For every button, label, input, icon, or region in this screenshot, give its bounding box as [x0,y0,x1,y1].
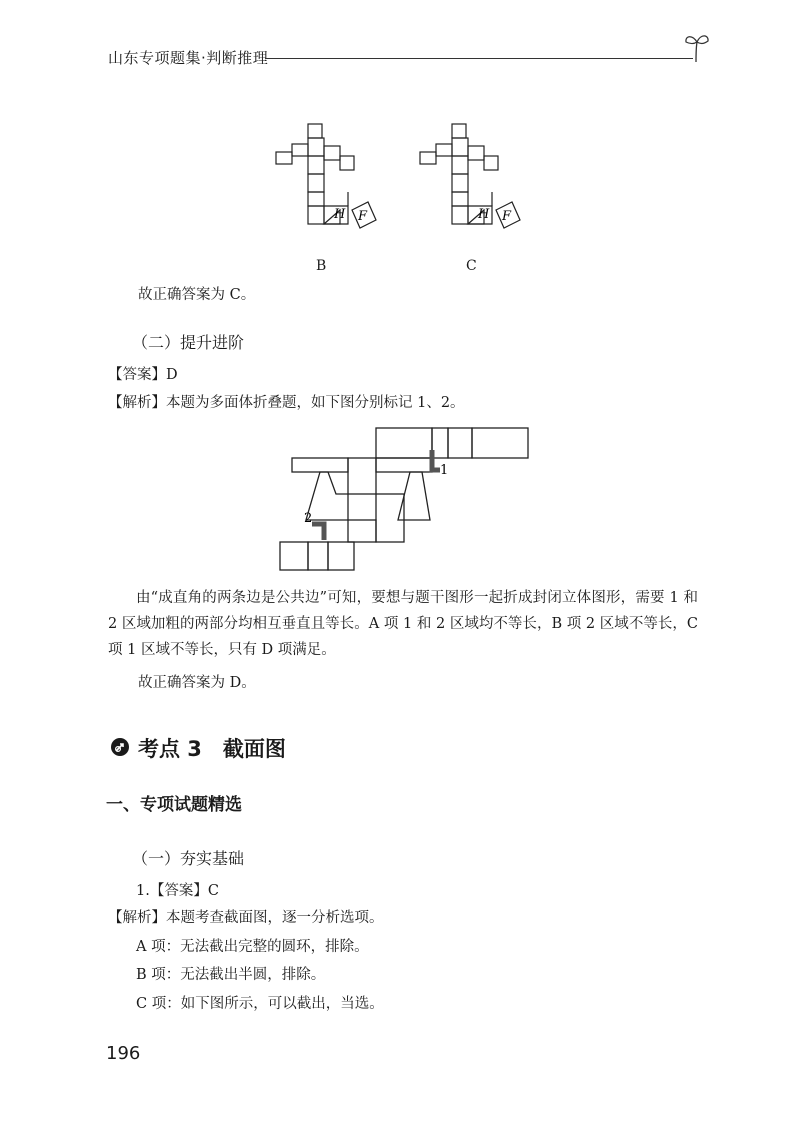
letter-h-b: H [334,207,346,222]
kaodian-heading: 考点 3 截面图 [138,737,286,761]
conclusion-d: 故正确答案为 D。 [138,675,256,691]
analysis-text: 本题为多面体折叠题，如下图分别标记 1、2。 [166,395,465,411]
header-rule [265,58,693,59]
option-c-text: C 项：如下图所示，可以截出，当选。 [136,996,384,1012]
page-number: 196 [106,1043,141,1064]
explanation-paragraph: 由“成直角的两条边是公共边”可知，要想与题干图形一起折成封闭立体图形，需要 1 和 2 区域加粗的两部分均相互垂直且等长。A 项 1 和 2 区域均不等长，B 项 2 区域不等长，C 项 1 区域不等长，只有 D 项满足。 [108,590,698,658]
q1-answer-label: 【答案】 [149,883,208,899]
answer-line [108,364,178,386]
letter-h-c: H [478,207,490,222]
analysis-line [108,392,465,414]
q1-number: 1. [136,883,150,899]
option-b-label: B [316,258,327,274]
q1-analysis-line [108,907,384,929]
q1-answer-line [136,880,219,902]
answer-label: 【答案】 [108,367,166,383]
heading-advanced: （二）提升进阶 [132,333,245,352]
sprout-icon [682,28,712,64]
option-b-text: B 项：无法截出半圆，排除。 [136,967,326,983]
mark-1: 1 [440,463,449,478]
kaodian-icon [110,737,130,757]
analysis-label: 【解析】 [108,395,166,411]
main-heading: 一、专项试题精选 [106,795,242,815]
mark-2: 2 [304,511,313,526]
fold-figure-options-bc [268,118,548,243]
q1-analysis-text: 本题考查截面图，逐一分析选项。 [166,910,384,926]
q1-analysis-label: 【解析】 [108,910,166,926]
letter-f-c: F [502,209,512,224]
answer-value: D [166,367,178,383]
option-c-label: C [466,258,477,274]
polyhedron-net-figure [272,420,537,572]
running-header: 山东专项题集·判断推理 [108,49,269,67]
sub-heading: （一）夯实基础 [132,849,245,868]
letter-f-b: F [358,209,368,224]
option-a-text: A 项：无法截出完整的圆环，排除。 [136,939,369,955]
conclusion-c: 故正确答案为 C。 [138,287,256,303]
q1-answer-value: C [207,883,219,899]
